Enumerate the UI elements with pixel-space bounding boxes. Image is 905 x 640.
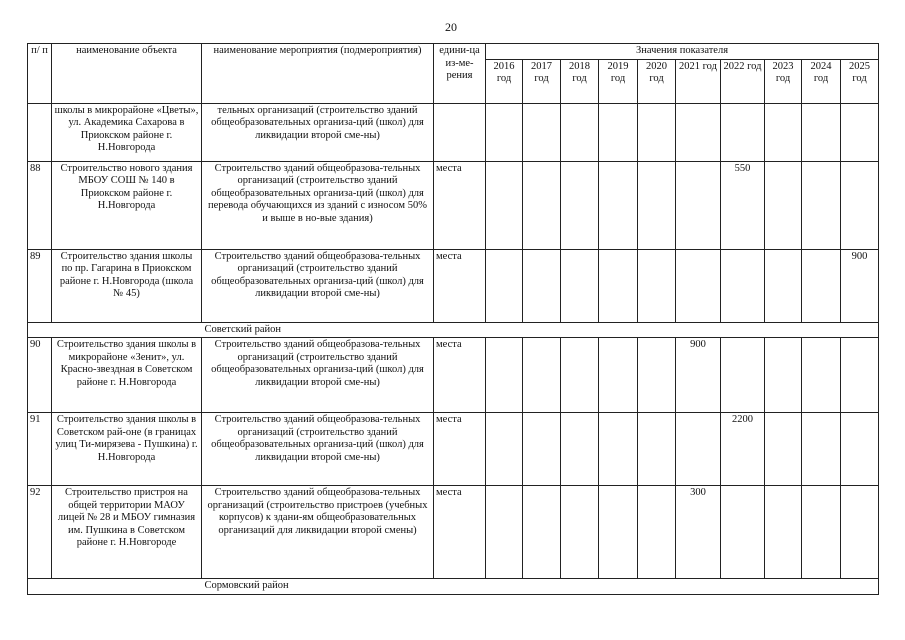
table-row <box>28 486 879 579</box>
value-cell <box>721 249 765 322</box>
value-cell <box>676 249 721 322</box>
value-cell <box>599 249 638 322</box>
header-year: 2016 год <box>486 59 523 103</box>
value-cell <box>765 249 802 322</box>
object-name: школы в микрорайоне «Цветы», ул. Академика Сахарова в Приокском районе г. Н.Новгорода <box>52 103 202 161</box>
header-measure: наименование мероприятия (подмероприятия) <box>202 44 434 104</box>
value-cell: 2200 <box>721 413 765 486</box>
value-cell <box>676 161 721 249</box>
object-name: Строительство здания школы в Советском рай-оне (в границах улиц Ти-мирязева - Пушкина) г. Н.Новгорода <box>52 413 202 486</box>
value-cell: 900 <box>841 249 879 322</box>
value-cell <box>523 103 561 161</box>
measure-name: Строительство зданий общеобразова-тельных организаций (строительство зданий общеобразовательных организа-ций (школ) для ликвидации второй сме-ны) <box>202 249 434 322</box>
value-cell <box>721 103 765 161</box>
unit: места <box>434 249 486 322</box>
value-cell <box>802 338 841 413</box>
section-spacer <box>28 579 202 595</box>
value-cell <box>638 338 676 413</box>
value-cell <box>638 161 676 249</box>
value-cell <box>638 249 676 322</box>
unit: места <box>434 486 486 579</box>
value-cell <box>599 486 638 579</box>
value-cell <box>765 161 802 249</box>
value-cell <box>561 103 599 161</box>
header-values-title: Значения показателя <box>486 44 879 60</box>
value-cell <box>841 486 879 579</box>
row-number <box>28 103 52 161</box>
value-cell <box>599 103 638 161</box>
unit <box>434 103 486 161</box>
table-row <box>28 103 879 161</box>
value-cell <box>486 103 523 161</box>
value-cell <box>523 486 561 579</box>
value-cell <box>802 161 841 249</box>
value-cell <box>765 486 802 579</box>
value-cell <box>802 103 841 161</box>
value-cell <box>841 338 879 413</box>
value-cell <box>765 103 802 161</box>
value-cell <box>486 413 523 486</box>
value-cell <box>676 103 721 161</box>
value-cell <box>486 486 523 579</box>
object-name: Строительство здания школы по пр. Гагарина в Приокском районе г. Н.Новгорода (школа № 45) <box>52 249 202 322</box>
section-spacer <box>28 322 202 338</box>
value-cell <box>599 338 638 413</box>
header-year: 2025 год <box>841 59 879 103</box>
measure-name: Строительство зданий общеобразова-тельных организаций (строительство зданий общеобразовательных организа-ций (школ) для ликвидации второй сме-ны) <box>202 413 434 486</box>
value-cell <box>841 413 879 486</box>
value-cell <box>802 486 841 579</box>
header-object: наименование объекта <box>52 44 202 104</box>
value-cell <box>721 338 765 413</box>
value-cell <box>599 413 638 486</box>
value-cell <box>841 161 879 249</box>
header-year: 2024 год <box>802 59 841 103</box>
header-year: 2017 год <box>523 59 561 103</box>
value-cell <box>561 413 599 486</box>
page-number: 20 <box>445 20 457 34</box>
table-row <box>28 161 879 249</box>
object-name: Строительство пристроя на общей территории МАОУ лицей № 28 и МБОУ гимназия им. Пушкина в Советском районе г. Н.Новгороде <box>52 486 202 579</box>
unit: места <box>434 413 486 486</box>
value-cell <box>721 486 765 579</box>
header-year: 2023 год <box>765 59 802 103</box>
value-cell <box>599 161 638 249</box>
value-cell <box>523 249 561 322</box>
value-cell <box>638 103 676 161</box>
section-title: Сормовский район <box>202 579 879 595</box>
unit: места <box>434 161 486 249</box>
row-number: 92 <box>28 486 52 579</box>
row-number: 90 <box>28 338 52 413</box>
section-title: Советский район <box>202 322 879 338</box>
value-cell <box>561 338 599 413</box>
header-year: 2020 год <box>638 59 676 103</box>
value-cell <box>523 413 561 486</box>
header-year: 2022 год <box>721 59 765 103</box>
value-cell <box>523 161 561 249</box>
value-cell <box>561 486 599 579</box>
row-number: 89 <box>28 249 52 322</box>
section-row <box>28 579 879 595</box>
indicator-table <box>27 43 879 595</box>
measure-name: тельных организаций (строительство зданий общеобразовательных организа-ций (школ) для ликвидации второй сме-ны) <box>202 103 434 161</box>
value-cell <box>765 338 802 413</box>
value-cell <box>676 413 721 486</box>
value-cell <box>561 249 599 322</box>
value-cell <box>523 338 561 413</box>
row-number: 91 <box>28 413 52 486</box>
row-number: 88 <box>28 161 52 249</box>
measure-name: Строительство зданий общеобразова-тельных организаций (строительство зданий общеобразовательных организа-ций (школ) для перевода обучающихся из зданий с износом 50% и выше в но-вые здания) <box>202 161 434 249</box>
header-unit: едини-ца из-ме-рения <box>434 44 486 104</box>
measure-name: Строительство зданий общеобразова-тельных организаций (строительство зданий общеобразовательных организа-ций (школ) для ликвидации второй сме-ны) <box>202 338 434 413</box>
header-year: 2018 год <box>561 59 599 103</box>
table-row <box>28 249 879 322</box>
object-name: Строительство здания школы в микрорайоне «Зенит», ул. Красно-звездная в Советском районе г. Н.Новгорода <box>52 338 202 413</box>
table-row <box>28 413 879 486</box>
object-name: Строительство нового здания МБОУ СОШ № 140 в Приокском районе г. Н.Новгорода <box>52 161 202 249</box>
value-cell <box>841 103 879 161</box>
header-num: п/ п <box>28 44 52 104</box>
value-cell <box>486 338 523 413</box>
value-cell: 300 <box>676 486 721 579</box>
value-cell <box>802 413 841 486</box>
header-year: 2019 год <box>599 59 638 103</box>
unit: места <box>434 338 486 413</box>
value-cell <box>638 413 676 486</box>
header-year: 2021 год <box>676 59 721 103</box>
value-cell <box>638 486 676 579</box>
value-cell <box>486 161 523 249</box>
value-cell: 550 <box>721 161 765 249</box>
value-cell <box>486 249 523 322</box>
section-row <box>28 322 879 338</box>
measure-name: Строительство зданий общеобразова-тельных организаций (строительство пристроев (учебных корпусов) к здани-ям общеобразовательных организаций для ликвидации второй смены) <box>202 486 434 579</box>
value-cell: 900 <box>676 338 721 413</box>
value-cell <box>765 413 802 486</box>
value-cell <box>802 249 841 322</box>
table-row <box>28 338 879 413</box>
value-cell <box>561 161 599 249</box>
